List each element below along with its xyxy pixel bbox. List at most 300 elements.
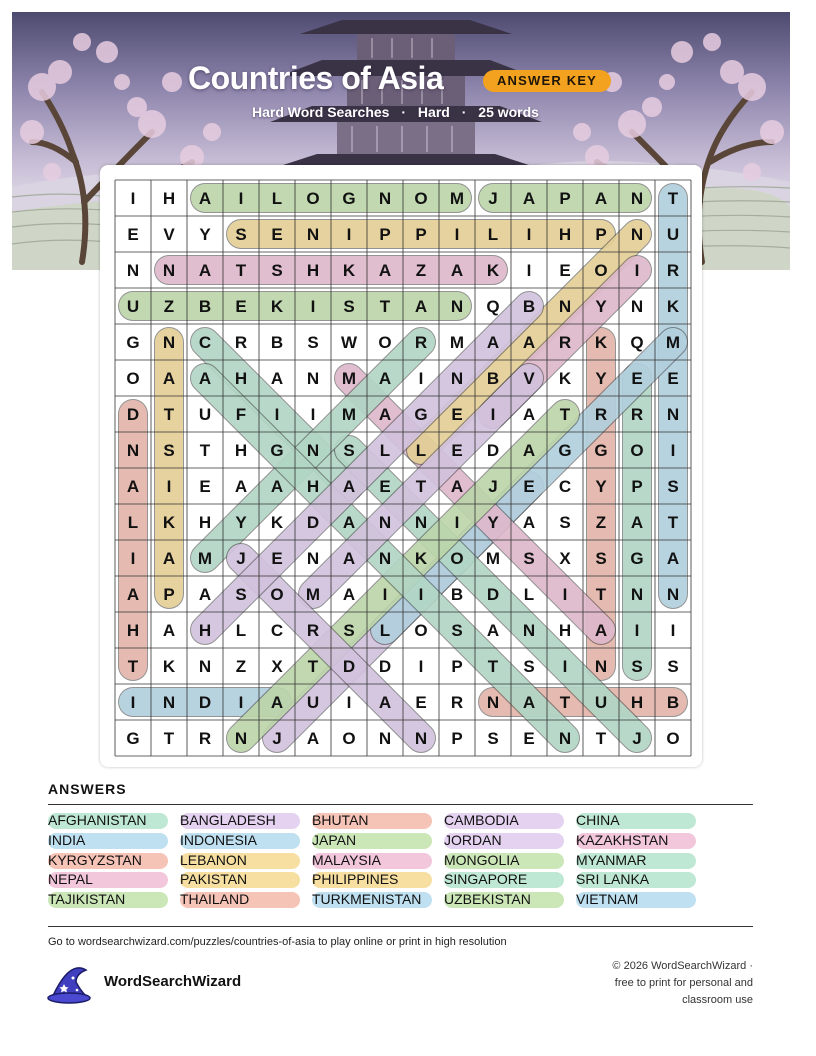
grid-letter: U [126, 297, 140, 316]
grid-letter: J [488, 189, 498, 208]
grid-letter: H [162, 189, 176, 208]
grid-letter: Z [163, 297, 175, 316]
answer-word [576, 812, 620, 829]
grid-letter: C [270, 621, 284, 640]
answer-word-label: INDONESIA [180, 831, 258, 848]
grid-letter: S [163, 441, 175, 460]
grid-letter: N [450, 369, 464, 388]
grid-letter: G [126, 333, 140, 352]
meta-separator: · [401, 104, 407, 120]
grid-letter: I [490, 405, 496, 424]
grid-letter: L [379, 441, 391, 460]
grid-letter: E [271, 225, 283, 244]
grid-letter: K [558, 369, 572, 388]
grid-letter: N [594, 657, 608, 676]
grid-letter: P [595, 225, 607, 244]
grid-letter: R [558, 333, 572, 352]
grid-letter: N [162, 261, 176, 280]
grid-letter: A [414, 297, 428, 316]
grid-letter: B [198, 297, 212, 316]
grid-letter: H [234, 441, 248, 460]
meta-separator: · [461, 104, 467, 120]
answer-word-label: JAPAN [312, 831, 357, 848]
answer-word [444, 871, 527, 888]
grid-letter: E [451, 405, 463, 424]
grid-letter: I [634, 621, 640, 640]
grid-letter: T [235, 261, 247, 280]
grid-letter: A [666, 549, 680, 568]
answer-word [312, 812, 369, 829]
grid-letter: M [485, 549, 501, 568]
grid-letter: O [378, 333, 392, 352]
grid-letter: I [310, 405, 316, 424]
grid-letter: V [523, 369, 535, 388]
grid-letter: S [235, 585, 247, 604]
answer-word-label: SINGAPORE [444, 871, 528, 888]
grid-letter: I [130, 693, 136, 712]
grid-letter: D [486, 585, 500, 604]
grid-letter: T [667, 189, 679, 208]
grid-letter: Q [486, 297, 500, 316]
grid-letter: K [162, 657, 176, 676]
grid-letter: O [306, 189, 320, 208]
grid-letter: N [162, 693, 176, 712]
grid-letter: K [342, 261, 356, 280]
grid-letter: T [595, 585, 607, 604]
grid-letter: A [594, 189, 608, 208]
grid-letter: A [342, 585, 356, 604]
grid-letter: R [306, 621, 320, 640]
answer-word [180, 852, 247, 869]
grid-letter: O [270, 585, 284, 604]
answer-word-label: MYANMAR [576, 851, 647, 868]
grid-letter: M [449, 189, 465, 208]
grid-letter: D [378, 657, 392, 676]
answer-word-label: INDIA [48, 831, 86, 848]
grid-letter: G [630, 549, 644, 568]
grid-letter: A [270, 477, 284, 496]
grid-letter: A [486, 333, 500, 352]
grid-letter: N [378, 549, 392, 568]
answer-word [48, 812, 147, 829]
answer-word [444, 832, 502, 849]
grid-letter: N [378, 729, 392, 748]
grid-letter: M [341, 405, 357, 424]
grid-letter: K [162, 513, 176, 532]
grid-letter: D [306, 513, 320, 532]
grid-letter: L [235, 621, 247, 640]
grid-letter: U [594, 693, 608, 712]
grid-letter: E [199, 477, 211, 496]
grid-letter: A [522, 513, 536, 532]
grid-letter: I [562, 657, 568, 676]
grid-letter: H [234, 369, 248, 388]
grid-letter: D [126, 405, 140, 424]
grid-letter: Y [235, 513, 247, 532]
grid-letter: I [634, 261, 640, 280]
grid-letter: P [559, 189, 571, 208]
grid-letter: K [414, 549, 428, 568]
grid-letter: L [487, 225, 499, 244]
page-title: Countries of Asia [188, 60, 444, 96]
grid-letter: O [414, 621, 428, 640]
answer-word [576, 891, 638, 908]
grid-letter: G [558, 441, 572, 460]
grid-letter: T [415, 477, 427, 496]
grid-letter: S [559, 513, 571, 532]
grid-letter: A [270, 369, 284, 388]
answer-word-label: JORDAN [444, 831, 502, 848]
grid-letter: N [306, 369, 320, 388]
grid-letter: G [342, 189, 356, 208]
grid-letter: Y [199, 225, 211, 244]
grid-letter: T [559, 693, 571, 712]
grid-letter: N [450, 297, 464, 316]
answer-word-label: KYRGYZSTAN [48, 851, 142, 868]
grid-letter: A [162, 369, 176, 388]
grid-letter: A [594, 621, 608, 640]
answer-word [444, 852, 519, 869]
grid-letter: I [346, 225, 352, 244]
grid-letter: V [163, 225, 175, 244]
grid-letter: N [630, 297, 644, 316]
grid-letter: O [594, 261, 608, 280]
grid-letter: N [630, 189, 644, 208]
grid-letter: A [522, 189, 536, 208]
grid-letter: A [630, 513, 644, 532]
answer-key-badge: ANSWER KEY [483, 70, 611, 92]
grid-letter: T [595, 729, 607, 748]
grid-letter: D [342, 657, 356, 676]
grid-letter: D [486, 441, 500, 460]
grid-letter: R [666, 261, 680, 280]
answer-word-label: PAKISTAN [180, 871, 248, 888]
grid-letter: G [270, 441, 284, 460]
grid-letter: A [378, 261, 392, 280]
grid-letter: G [414, 405, 428, 424]
grid-letter: B [270, 333, 284, 352]
grid-letter: T [127, 657, 139, 676]
grid-letter: P [415, 225, 427, 244]
grid-letter: T [667, 513, 679, 532]
grid-letter: N [558, 729, 572, 748]
grid-letter: A [378, 405, 392, 424]
answer-word [180, 871, 247, 888]
grid-letter: S [307, 333, 319, 352]
grid-letter: R [450, 693, 464, 712]
grid-letter: A [450, 477, 464, 496]
grid-letter: A [126, 477, 140, 496]
grid-letter: I [670, 441, 676, 460]
grid-letter: I [130, 549, 136, 568]
grid-letter: A [198, 369, 212, 388]
grid-letter: N [378, 513, 392, 532]
grid-letter: J [488, 477, 498, 496]
answer-word [180, 891, 249, 908]
answer-word [48, 852, 142, 869]
grid-letter: A [522, 441, 536, 460]
grid-letter: I [238, 189, 244, 208]
word-count-label: 25 words [478, 104, 539, 120]
grid-letter: R [414, 333, 428, 352]
grid-letter: L [379, 621, 391, 640]
answer-word-label: MONGOLIA [444, 851, 520, 868]
grid-letter: A [162, 621, 176, 640]
grid-letter: I [454, 225, 460, 244]
grid-letter: P [163, 585, 175, 604]
grid-letter: P [451, 657, 463, 676]
grid-letter: S [343, 441, 355, 460]
grid-letter: L [271, 189, 283, 208]
answer-word [312, 832, 356, 849]
grid-letter: O [342, 729, 356, 748]
answer-word-label: BHUTAN [312, 812, 369, 828]
grid-letter: X [271, 657, 283, 676]
grid-letter: N [306, 225, 320, 244]
answer-word [576, 871, 649, 888]
grid-letter: N [666, 405, 680, 424]
grid-letter: S [667, 657, 679, 676]
grid-letter: R [198, 729, 212, 748]
grid-letter: H [198, 513, 212, 532]
grid-letter: A [522, 405, 536, 424]
grid-letter: E [379, 477, 391, 496]
grid-letter: B [522, 297, 536, 316]
grid-letter: N [378, 189, 392, 208]
grid-letter: R [234, 333, 248, 352]
grid-letter: D [198, 693, 212, 712]
answer-word-label: BANGLADESH [180, 812, 276, 828]
answers-list [48, 812, 753, 912]
answers-divider [48, 804, 753, 805]
grid-letter: H [558, 225, 572, 244]
answer-word-label: PHILIPPINES [312, 871, 399, 888]
grid-letter: T [307, 657, 319, 676]
grid-letter: E [271, 549, 283, 568]
puzzle-meta [252, 104, 539, 120]
grid-letter: M [665, 333, 681, 352]
grid-letter: A [306, 729, 320, 748]
grid-letter: I [346, 693, 352, 712]
grid-letter: I [166, 477, 172, 496]
answer-word [48, 832, 85, 849]
grid-letter: A [234, 477, 248, 496]
answer-word [444, 891, 531, 908]
answer-word [576, 852, 647, 869]
grid-letter: A [198, 261, 212, 280]
grid-letter: I [526, 225, 532, 244]
grid-letter: B [666, 693, 680, 712]
grid-letter: N [234, 729, 248, 748]
grid-letter: O [126, 369, 140, 388]
footer-url-text[interactable]: Go to wordsearchwizard.com/puzzles/countries-of-asia to play online or print in high resolution [48, 936, 507, 948]
grid-letter: A [162, 549, 176, 568]
grid-letter: A [522, 333, 536, 352]
grid-letter: S [523, 657, 535, 676]
grid-letter: F [235, 405, 247, 424]
grid-letter: E [415, 693, 427, 712]
grid-letter: A [450, 261, 464, 280]
answer-word-label: AFGHANISTAN [48, 812, 147, 828]
grid-letter: O [450, 549, 464, 568]
grid-letter: E [523, 477, 535, 496]
grid-letter: H [558, 621, 572, 640]
grid-letter: N [558, 297, 572, 316]
grid-letter: N [126, 261, 140, 280]
grid-letter: U [666, 225, 680, 244]
grid-letter: M [305, 585, 321, 604]
grid-letter: E [631, 369, 643, 388]
grid-letter: S [235, 225, 247, 244]
grid-letter: A [342, 477, 356, 496]
grid-letter: R [594, 405, 608, 424]
grid-letter: I [274, 405, 280, 424]
answer-word-label: SRI LANKA [576, 871, 650, 888]
grid-letter: T [163, 729, 175, 748]
grid-letter: S [343, 297, 355, 316]
grid-letter: N [666, 585, 680, 604]
grid-letter: N [486, 693, 500, 712]
answer-word [180, 832, 257, 849]
grid-letter: A [198, 189, 212, 208]
grid-letter: A [522, 693, 536, 712]
grid-letter: E [451, 441, 463, 460]
grid-letter: A [198, 585, 212, 604]
grid-letter: K [270, 297, 284, 316]
grid-letter: L [415, 441, 427, 460]
grid-letter: H [126, 621, 140, 640]
answer-word [444, 812, 519, 829]
grid-letter: I [238, 693, 244, 712]
grid-letter: J [632, 729, 642, 748]
grid-letter: Z [235, 657, 247, 676]
grid-letter: N [306, 549, 320, 568]
grid-letter: N [162, 333, 176, 352]
grid-letter: I [418, 657, 424, 676]
category-link[interactable]: Hard Word Searches [252, 104, 390, 120]
answer-word-label: LEBANON [180, 851, 247, 868]
answer-word [312, 852, 381, 869]
brand-name: WordSearchWizard [104, 973, 242, 990]
grid-letter: I [418, 369, 424, 388]
grid-letter: N [522, 621, 536, 640]
grid-letter: H [306, 261, 320, 280]
grid-letter: H [198, 621, 212, 640]
grid-letter: O [630, 441, 644, 460]
grid-letter: Y [595, 477, 607, 496]
grid-letter: O [666, 729, 680, 748]
grid-letter: Z [415, 261, 427, 280]
word-search-grid [100, 165, 702, 767]
grid-letter: E [523, 729, 535, 748]
grid-letter: N [198, 657, 212, 676]
grid-letter: I [454, 513, 460, 532]
grid-letter: M [449, 333, 465, 352]
grid-letter: I [310, 297, 316, 316]
grid-letter: Z [595, 513, 607, 532]
grid-letter: I [670, 621, 676, 640]
grid-letter: L [127, 513, 139, 532]
grid-letter: S [271, 261, 283, 280]
grid-letter: U [306, 693, 320, 712]
grid-letter: N [630, 585, 644, 604]
grid-letter: K [666, 297, 680, 316]
grid-letter: I [526, 261, 532, 280]
grid-letter: S [523, 549, 535, 568]
answer-word-label: KAZAKHSTAN [576, 831, 669, 848]
grid-letter: P [451, 729, 463, 748]
grid-letter: A [126, 585, 140, 604]
answer-word-label: UZBEKISTAN [444, 891, 531, 908]
answer-word-label: CHINA [576, 812, 620, 828]
grid-letter: L [523, 585, 535, 604]
answer-word-label: VIETNAM [576, 891, 639, 908]
grid-letter: C [558, 477, 572, 496]
grid-letter: N [414, 729, 428, 748]
grid-letter: O [414, 189, 428, 208]
grid-letter: M [197, 549, 213, 568]
answer-word [48, 871, 93, 888]
grid-letter: E [667, 369, 679, 388]
answer-word-label: NEPAL [48, 871, 93, 888]
grid-letter: G [594, 441, 608, 460]
copyright-text [553, 958, 753, 1009]
grid-letter: K [486, 261, 500, 280]
grid-letter: K [594, 333, 608, 352]
grid-letter: S [487, 729, 499, 748]
grid-letter: N [414, 513, 428, 532]
grid-letter: U [198, 405, 212, 424]
grid-letter: Y [595, 297, 607, 316]
grid-letter: B [486, 369, 500, 388]
grid-letter: T [379, 297, 391, 316]
grid-letter: P [631, 477, 643, 496]
grid-letter: I [382, 585, 388, 604]
answer-word [180, 812, 276, 829]
grid-letter: P [379, 225, 391, 244]
grid-letter: J [236, 549, 246, 568]
answer-word-label: TAJIKISTAN [48, 891, 126, 908]
grid-letter: H [306, 477, 320, 496]
wizard-hat-icon [46, 964, 92, 1004]
grid-letter: Y [487, 513, 499, 532]
grid-letter: M [341, 369, 357, 388]
grid-letter: A [342, 513, 356, 532]
grid-letter: N [126, 441, 140, 460]
grid-letter: I [562, 585, 568, 604]
grid-letter: T [163, 405, 175, 424]
answer-word [312, 871, 398, 888]
answer-word [576, 832, 668, 849]
copyright-line: free to print for personal and [614, 977, 753, 989]
answer-word-label: CAMBODIA [444, 812, 519, 828]
grid-letter: X [559, 549, 571, 568]
difficulty-label: Hard [417, 104, 450, 120]
grid-letter: N [306, 441, 320, 460]
grid-letter: S [667, 477, 679, 496]
answer-word-label: MALAYSIA [312, 851, 381, 868]
grid-letter: A [378, 693, 392, 712]
grid-letter: E [127, 225, 139, 244]
grid-letter: R [630, 405, 644, 424]
grid-letter: A [270, 693, 284, 712]
copyright-line: classroom use [682, 994, 753, 1006]
grid-letter: T [487, 657, 499, 676]
grid-letter: S [631, 657, 643, 676]
grid-letter: J [272, 729, 282, 748]
grid-letter: E [235, 297, 247, 316]
grid-letter: H [630, 693, 644, 712]
